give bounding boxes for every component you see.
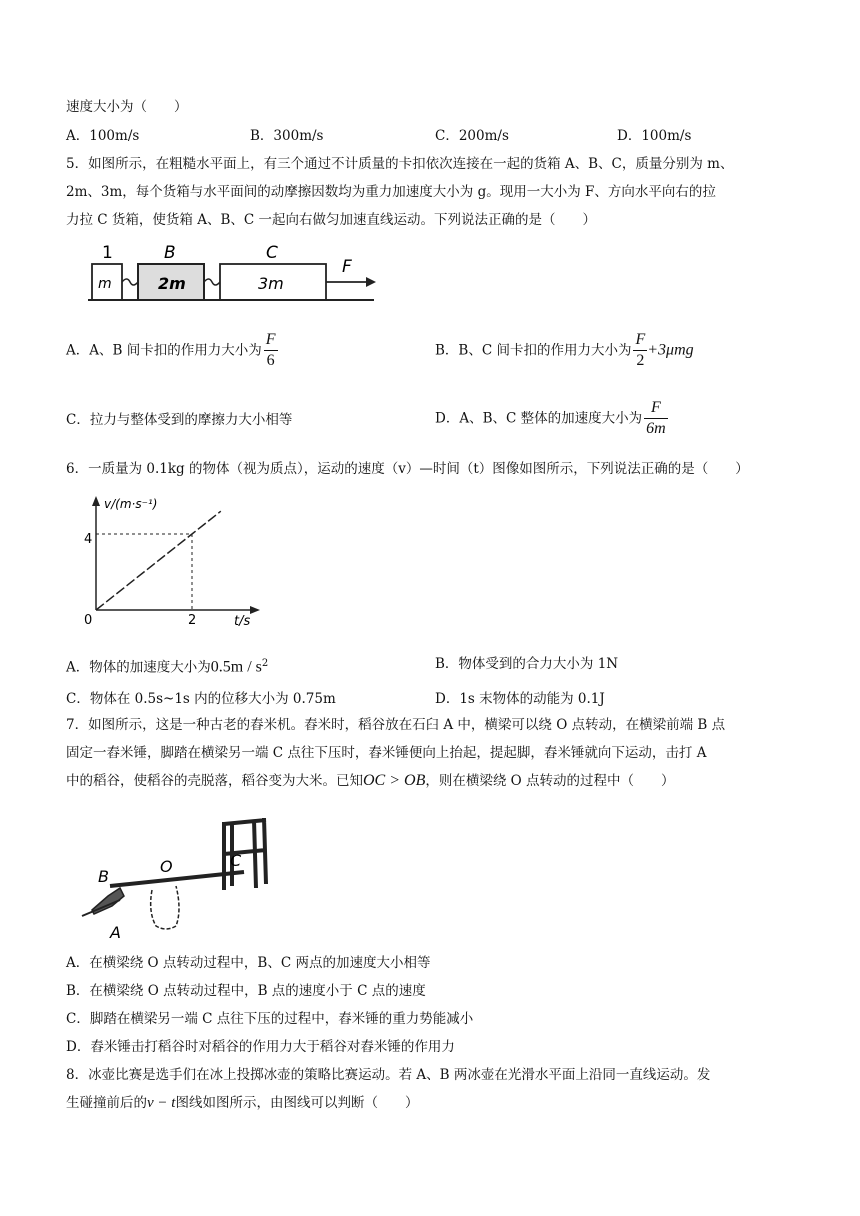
q7-line1: 7．如图所示，这是一种古老的舂米机。舂米时，稻谷放在石臼 A 中，横梁可以绕 O 点转动，在横梁前端 B 点: [66, 717, 726, 733]
q8-line2: [66, 1093, 418, 1113]
q7-line2: 固定一舂米锤，脚踏在横梁另一端 C 点往下压时，舂米锤便向上抬起，提起脚，舂米锤就向下运动，击打 A: [66, 745, 707, 761]
force-arrow-head: [366, 277, 376, 287]
clasp-ab: [122, 279, 138, 285]
q6-option-a-value: 0.5m / s: [210, 658, 262, 676]
q7-option-b: B．在横梁绕 O 点转动过程中，B 点的速度小于 C 点的速度: [66, 983, 426, 999]
x-axis-label: t/s: [234, 614, 251, 629]
fraction-numerator: F: [644, 398, 668, 419]
q8-line1: 8．冰壶比赛是选手们在冰上投掷冰壶的策略比赛运动。若 A、B 两冰壶在光滑水平面上沿同一直线运动。发: [66, 1067, 711, 1083]
q4-option-a: A．100m/s: [66, 128, 140, 144]
q7-line3-pre: 中的稻谷，使稻谷的壳脱落，稻谷变为大米。已知: [66, 773, 363, 789]
q5-option-d-fraction: [644, 398, 668, 439]
q5-option-a-fraction: [264, 330, 278, 371]
q7-option-c: C．脚踏在横梁另一端 C 点往下压的过程中，舂米锤的重力势能减小: [66, 1011, 474, 1027]
label-b: B: [164, 243, 176, 263]
velocity-line: [96, 511, 221, 610]
q5-line1: 5．如图所示，在粗糙水平面上，有三个通过不计质量的卡扣依次连接在一起的货箱 A、B、C，质量分别为 m、: [66, 156, 734, 172]
label-c: C: [266, 243, 278, 263]
label-1: 1: [102, 243, 113, 263]
q5-option-b-fraction: [633, 330, 647, 371]
q5-option-b-tail: +3μmg: [647, 341, 694, 359]
mass-a: m: [98, 276, 112, 292]
q7-line3-post: ，则在横梁绕 O 点转动的过程中（ ）: [425, 773, 675, 789]
label-a: A: [110, 923, 121, 942]
q6-option-c: C．物体在 0.5s~1s 内的位移大小为 0.75m: [66, 691, 336, 707]
fraction-denominator: 6m: [646, 420, 666, 437]
q7-option-a: A．在横梁绕 O 点转动过程中，B、C 两点的加速度大小相等: [66, 955, 431, 971]
pivot-support: [151, 886, 179, 929]
q5-option-c: C．拉力与整体受到的摩擦力大小相等: [66, 412, 293, 428]
mass-c: 3m: [258, 274, 284, 293]
fraction-denominator: 2: [636, 352, 645, 369]
q5-line2: 2m、3m，每个货箱与水平面间的动摩擦因数均为重力加速度大小为 g。现用一大小为 F、方向水平向右的拉: [66, 184, 716, 200]
q8-line2-post: 图线如图所示，由图线可以判断（ ）: [175, 1095, 419, 1111]
q5-option-a-text: A．A、B 间卡扣的作用力大小为: [66, 342, 262, 359]
label-b: B: [98, 867, 109, 886]
q6-option-a-exponent: 2: [261, 658, 269, 669]
q4-option-b: B．300m/s: [250, 128, 324, 144]
q7-rice-pounder-figure: [80, 814, 280, 944]
fraction-numerator: F: [633, 330, 647, 351]
q5-line3: 力拉 C 货箱，使货箱 A、B、C 一起向右做匀加速直线运动。下列说法正确的是（ ）: [66, 212, 596, 228]
q6-option-d: D．1s 末物体的动能为 0.1J: [435, 691, 605, 707]
q8-line2-pre: 生碰撞前后的: [66, 1095, 147, 1111]
q6-option-a: [66, 654, 268, 678]
origin-label: 0: [84, 613, 93, 628]
x-axis-arrow: [250, 606, 260, 614]
q5-option-d-text: D．A、B、C 整体的加速度大小为: [435, 410, 643, 427]
q6-vt-graph: [74, 492, 274, 632]
q5-option-a: [66, 330, 278, 371]
q5-boxes-figure: [84, 238, 384, 308]
q4-option-d: D．100m/s: [617, 128, 692, 144]
y-tick-label: 4: [84, 532, 93, 547]
q4-option-c: C．200m/s: [435, 128, 509, 144]
clasp-bc: [204, 279, 220, 285]
q6-option-a-text: A．物体的加速度大小为: [66, 659, 211, 676]
q5-option-d: [435, 398, 668, 439]
q5-option-b-text: B．B、C 间卡扣的作用力大小为: [435, 342, 632, 359]
q6-line1: 6．一质量为 0.1kg 的物体（视为质点），运动的速度（v）—时间（t）图像如图所示，下列说法正确的是（ ）: [66, 461, 749, 477]
q8-inline-math: v − t: [147, 1095, 176, 1111]
mass-b: 2m: [158, 274, 186, 293]
q6-option-b: B．物体受到的合力大小为 1N: [435, 656, 619, 672]
fraction-denominator: 6: [266, 352, 275, 369]
q7-inline-math: OC > OB: [363, 772, 426, 789]
q5-option-b: [435, 330, 694, 371]
x-tick-label: 2: [188, 613, 197, 628]
q7-line3: [66, 771, 675, 791]
y-axis-arrow: [92, 496, 100, 506]
q7-option-d: D．舂米锤击打稻谷时对稻谷的作用力大于稻谷对舂米锤的作用力: [66, 1039, 455, 1055]
label-c: C: [230, 851, 242, 870]
label-o: O: [160, 857, 173, 876]
label-f: F: [342, 257, 352, 277]
y-axis-label: v/(m·s⁻¹): [104, 497, 158, 511]
q4-tail: 速度大小为（ ）: [66, 99, 188, 115]
fraction-numerator: F: [264, 330, 278, 351]
